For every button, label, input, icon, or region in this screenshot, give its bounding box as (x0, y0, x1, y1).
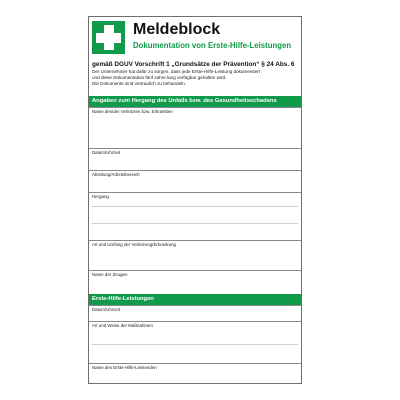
field-label: Name des Erste-Hilfe-Leistenden (92, 365, 157, 370)
regulation-reference: gemäß DGUV Vorschrift 1 „Grundsätze der Prävention“ § 24 Abs. 6 (92, 61, 295, 68)
field-injury-type[interactable] (89, 240, 301, 270)
field-first-aider-name[interactable] (89, 363, 301, 383)
field-course-of-events[interactable] (89, 192, 301, 240)
field-label: Abteilung/Arbeitsbereich (92, 172, 140, 177)
report-form-sheet (88, 16, 302, 384)
field-datetime[interactable] (89, 148, 301, 170)
writing-line (92, 344, 298, 345)
writing-line (92, 206, 298, 207)
field-label: Art und Umfang der Verletzung/Erkrankung (92, 242, 176, 247)
field-label: Art und Weise der Maßnahmen (92, 323, 153, 328)
intro-text (92, 69, 298, 87)
field-injured-name[interactable] (89, 107, 301, 148)
intro-line: und diese Dokumentation fünf Jahre lang verfügbar gehalten wird. (92, 75, 227, 80)
writing-line (92, 223, 298, 224)
field-measures[interactable] (89, 321, 301, 363)
form-subtitle: Dokumentation von Erste-Hilfe-Leistungen (133, 41, 292, 50)
form-title: Meldeblock (133, 21, 221, 38)
intro-line: Der Unternehmer hat dafür zu sorgen, dass jede Erste-Hilfe-Leistung dokumentiert (92, 69, 261, 74)
field-label: Hergang (92, 194, 109, 199)
field-first-aid-datetime[interactable] (89, 305, 301, 321)
field-witnesses[interactable] (89, 270, 301, 294)
section-heading-first-aid: Erste-Hilfe-Leistungen (89, 294, 301, 305)
field-label: Name der Zeugen (92, 272, 128, 277)
field-label: Name des/der Verletzten bzw. Erkrankten (92, 109, 173, 114)
intro-line: Die Dokumente sind vertraulich zu behandeln. (92, 81, 186, 86)
section-heading-incident: Angaben zum Hergang des Unfalls bzw. des Gesundheitsschadens (89, 96, 301, 107)
field-label: Datum/Uhrzeit (92, 150, 121, 155)
first-aid-cross-icon (92, 21, 125, 54)
field-department[interactable] (89, 170, 301, 192)
field-label: Datum/Uhrzeit (92, 307, 121, 312)
